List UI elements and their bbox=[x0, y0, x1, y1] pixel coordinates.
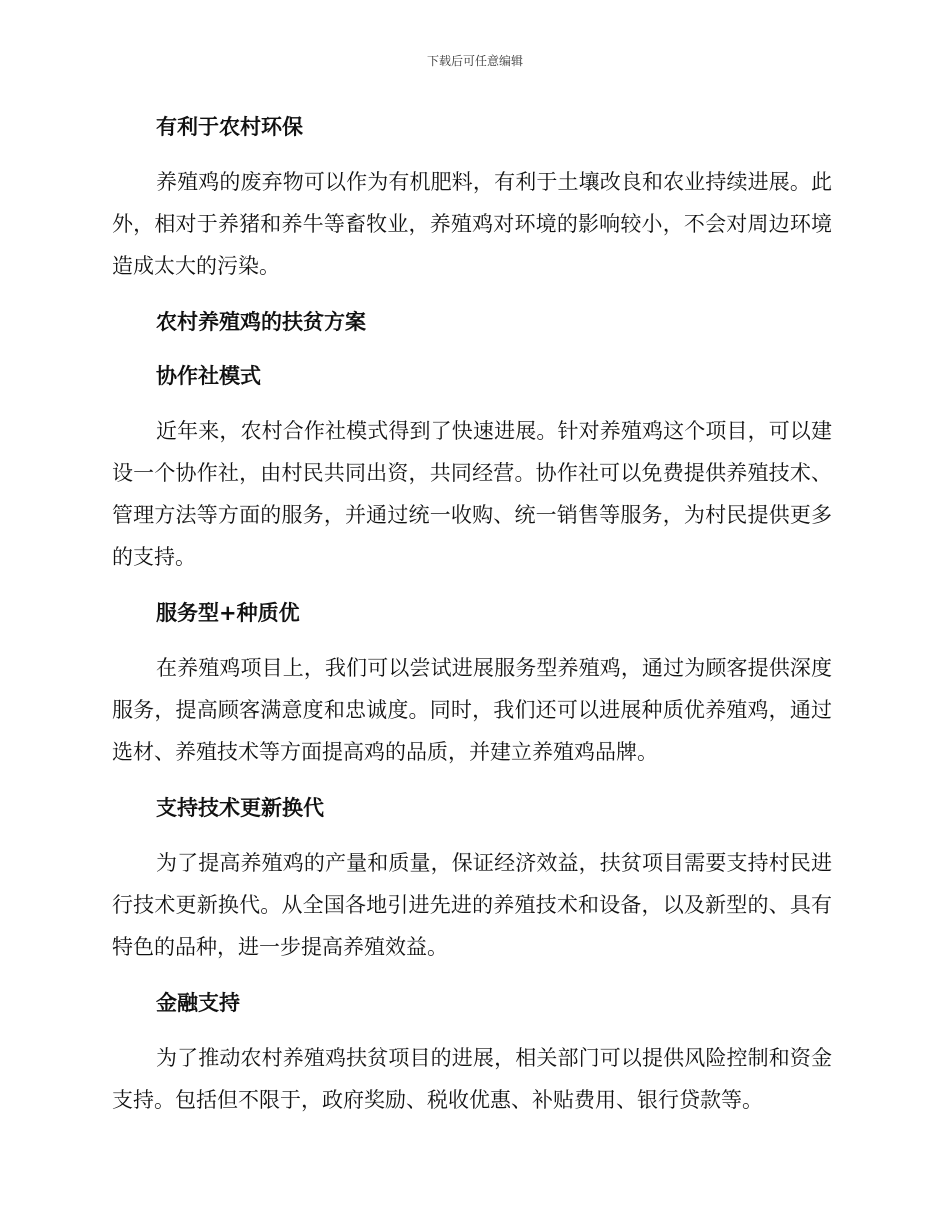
section-heading-financial-support: 金融支持 bbox=[156, 991, 240, 1015]
section-heading-service-quality: 服务型+种质优 bbox=[156, 601, 300, 625]
section-heading-tech-upgrade: 支持技术更新换代 bbox=[156, 796, 324, 820]
document-body bbox=[112, 110, 832, 1121]
section-paragraph-cooperative: 近年来，农村合作社模式得到了快速进展。针对养殖鸡这个项目，可以建设一个协作社，由村民共同出资，共同经营。协作社可以免费提供养殖技术、管理方法等方面的服务，并通过统一收购、统一销售等服务，为村民提供更多的支持。 bbox=[112, 419, 832, 569]
section-paragraph-service-quality: 在养殖鸡项目上，我们可以尝试进展服务型养殖鸡，通过为顾客提供深度服务，提高顾客满意度和忠诚度。同时，我们还可以进展种质优养殖鸡，通过选材、养殖技术等方面提高鸡的品质，并建立养殖鸡品牌。 bbox=[112, 656, 832, 764]
page-header-note: 下载后可任意编辑 bbox=[426, 54, 523, 68]
section-paragraph-financial-support: 为了推动农村养殖鸡扶贫项目的进展，相关部门可以提供风险控制和资金支持。包括但不限于，政府奖励、税收优惠、补贴费用、银行贷款等。 bbox=[112, 1046, 832, 1112]
section-heading-environment: 有利于农村环保 bbox=[156, 115, 303, 139]
section-paragraph-environment: 养殖鸡的废弃物可以作为有机肥料，有利于土壤改良和农业持续进展。此外，相对于养猪和养牛等畜牧业，养殖鸡对环境的影响较小，不会对周边环境造成太大的污染。 bbox=[112, 170, 832, 278]
section-paragraph-tech-upgrade: 为了提高养殖鸡的产量和质量，保证经济效益，扶贫项目需要支持村民进行技术更新换代。从全国各地引进先进的养殖技术和设备，以及新型的、具有特色的品种，进一步提高养殖效益。 bbox=[112, 851, 832, 959]
section-heading-poverty-plan: 农村养殖鸡的扶贫方案 bbox=[156, 310, 366, 334]
section-heading-cooperative: 协作社模式 bbox=[156, 364, 261, 388]
